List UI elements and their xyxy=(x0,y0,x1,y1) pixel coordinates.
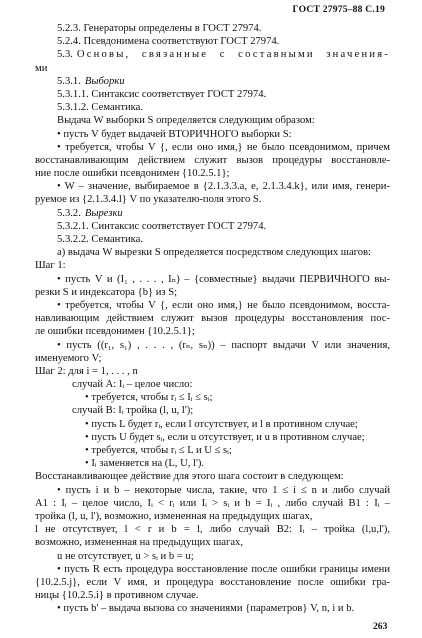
text-line: резки S и индексатора {b} из S; xyxy=(35,286,178,298)
case-label: случай A: Iᵢ – целое число: xyxy=(72,379,193,391)
section-title: Выборки xyxy=(84,75,125,87)
text-line: Восстанавливающее действие для этого шага состоит в следующем: xyxy=(35,471,344,483)
list-item: • пусть ((r₁, s₁) , . . . , (rₙ, sₙ)) – паспорт выдачи V или значения, xyxy=(57,339,390,351)
list-item: • требуется, чтобы rᵢ ≤ L и U ≤ sᵢ; xyxy=(85,445,232,456)
list-item: • требуется, чтобы V {, если оно имя,} не было псевдонимом, восста- xyxy=(57,299,390,311)
text-line: ми xyxy=(35,62,48,74)
text-line: u не отсутствует, u > sᵢ и b = u; xyxy=(57,550,194,562)
list-item: • требуется, чтобы rᵢ ≤ Iᵢ ≤ sᵢ; xyxy=(85,392,213,404)
page-number: 263 xyxy=(373,621,388,632)
list-item: • пусть U будет sᵢ, если u отсутствует, и u в противном случае; xyxy=(85,431,365,443)
section-number: 5.3.2. xyxy=(57,207,81,219)
text-line: ле ошибки псевдонимен {10.2.5.1}; xyxy=(35,326,195,338)
step-label: Шаг 1: xyxy=(35,260,66,272)
text-line: навливающим действием служит вызов процедуры восстановления пос- xyxy=(35,313,390,325)
list-item: • W – значение, выбираемое в {2.1.3.3.a, e, 2.1.3.4.k}, или имя, генери- xyxy=(57,181,390,193)
text-line: Выдача W выборки S определяется следующим образом: xyxy=(57,115,315,127)
section-title: Вырезки xyxy=(84,207,123,219)
text-line: а) выдача W вырезки S определяется посредством следующих шагов: xyxy=(57,247,371,259)
list-item: • пусть L будет rᵢ, если l отсутствует, и l в противном случае; xyxy=(85,418,358,430)
section-heading xyxy=(35,48,390,61)
text-line: возможно, измененная на предыдущих шагах, xyxy=(35,537,243,549)
section-number: 5.3. xyxy=(57,49,73,61)
clause-text: 5.3.2.1. Синтаксис соответствует ГОСТ 27974. xyxy=(57,220,267,232)
text-line: l не отсутствует, l < r и b = l, либо случай B2: Iᵢ – тройка (l,u,l'), xyxy=(35,524,390,536)
clause-text: 5.3.1.2. Семантика. xyxy=(57,102,143,114)
step-label: Шаг 2: для i = 1, . . . , n xyxy=(35,365,138,377)
text-line: {10.2.5.j}, если V имя, и процедура восстановление после ошибки гра- xyxy=(35,576,390,588)
text-line: восстанавливающим действием служит вызов процедуры восстановле- xyxy=(35,154,390,166)
section-heading xyxy=(35,75,390,88)
text-line: ние после ошибки псевдонимен {10.2.5.1}; xyxy=(35,168,230,180)
section-number: 5.3.1. xyxy=(57,75,81,87)
text-line: A1 : Iᵢ – целое число, Iᵢ < rᵢ или Iᵢ > sᵢ и b = Iᵢ , либо случай B1 : Iᵢ – xyxy=(35,497,390,509)
list-item: • пусть b' – выдача вызова со значениями {параметров} V, n, i и b. xyxy=(57,603,355,615)
text-line: ницы {10.2.5.i} в противном случае. xyxy=(35,590,199,602)
list-item: • Iᵢ заменяется на (L, U, l'). xyxy=(85,458,205,470)
text-line: руемое из {2.1.3.4.l} V по указателю-поля этого S. xyxy=(35,194,262,206)
running-header: ГОСТ 27975–88 С.19 xyxy=(292,4,385,15)
case-label: случай B: Iᵢ тройка (l, u, l'); xyxy=(72,405,194,417)
clause-text: 5.3.1.1. Синтаксис соответствует ГОСТ 27974. xyxy=(57,88,267,100)
list-item: • пусть V будет выдачей ВТОРИЧНОГО выборки S: xyxy=(57,128,292,140)
clause-text: 5.3.2.2. Семантика. xyxy=(57,234,143,245)
text-body xyxy=(35,22,390,615)
list-item: • требуется, чтобы V {, если оно имя,} не было псевдонимом, причем xyxy=(57,141,390,153)
text-line: тройка (l, u, l'), возможно, измененная на предыдущих шагах, xyxy=(35,510,313,522)
text-line: именуемого V; xyxy=(35,352,102,364)
list-item: • пусть i и b – некоторые числа, такие, что 1 ≤ i ≤ n и либо случай xyxy=(57,484,390,496)
list-item: • пусть V и (I₁ , . . . , Iₙ) – {совместные} выдачи ПЕРВИЧНОГО вы- xyxy=(57,273,390,285)
section-heading xyxy=(35,207,390,220)
clause-text: 5.2.4. Псевдонимена соответствуют ГОСТ 27974. xyxy=(57,36,280,48)
clause-text: 5.2.3. Генераторы определены в ГОСТ 27974. xyxy=(57,23,262,34)
section-title: Основы, связанные с составными значения- xyxy=(76,49,390,61)
list-item: • пусть R есть процедура восстановление после ошибки границы имени xyxy=(57,563,390,575)
